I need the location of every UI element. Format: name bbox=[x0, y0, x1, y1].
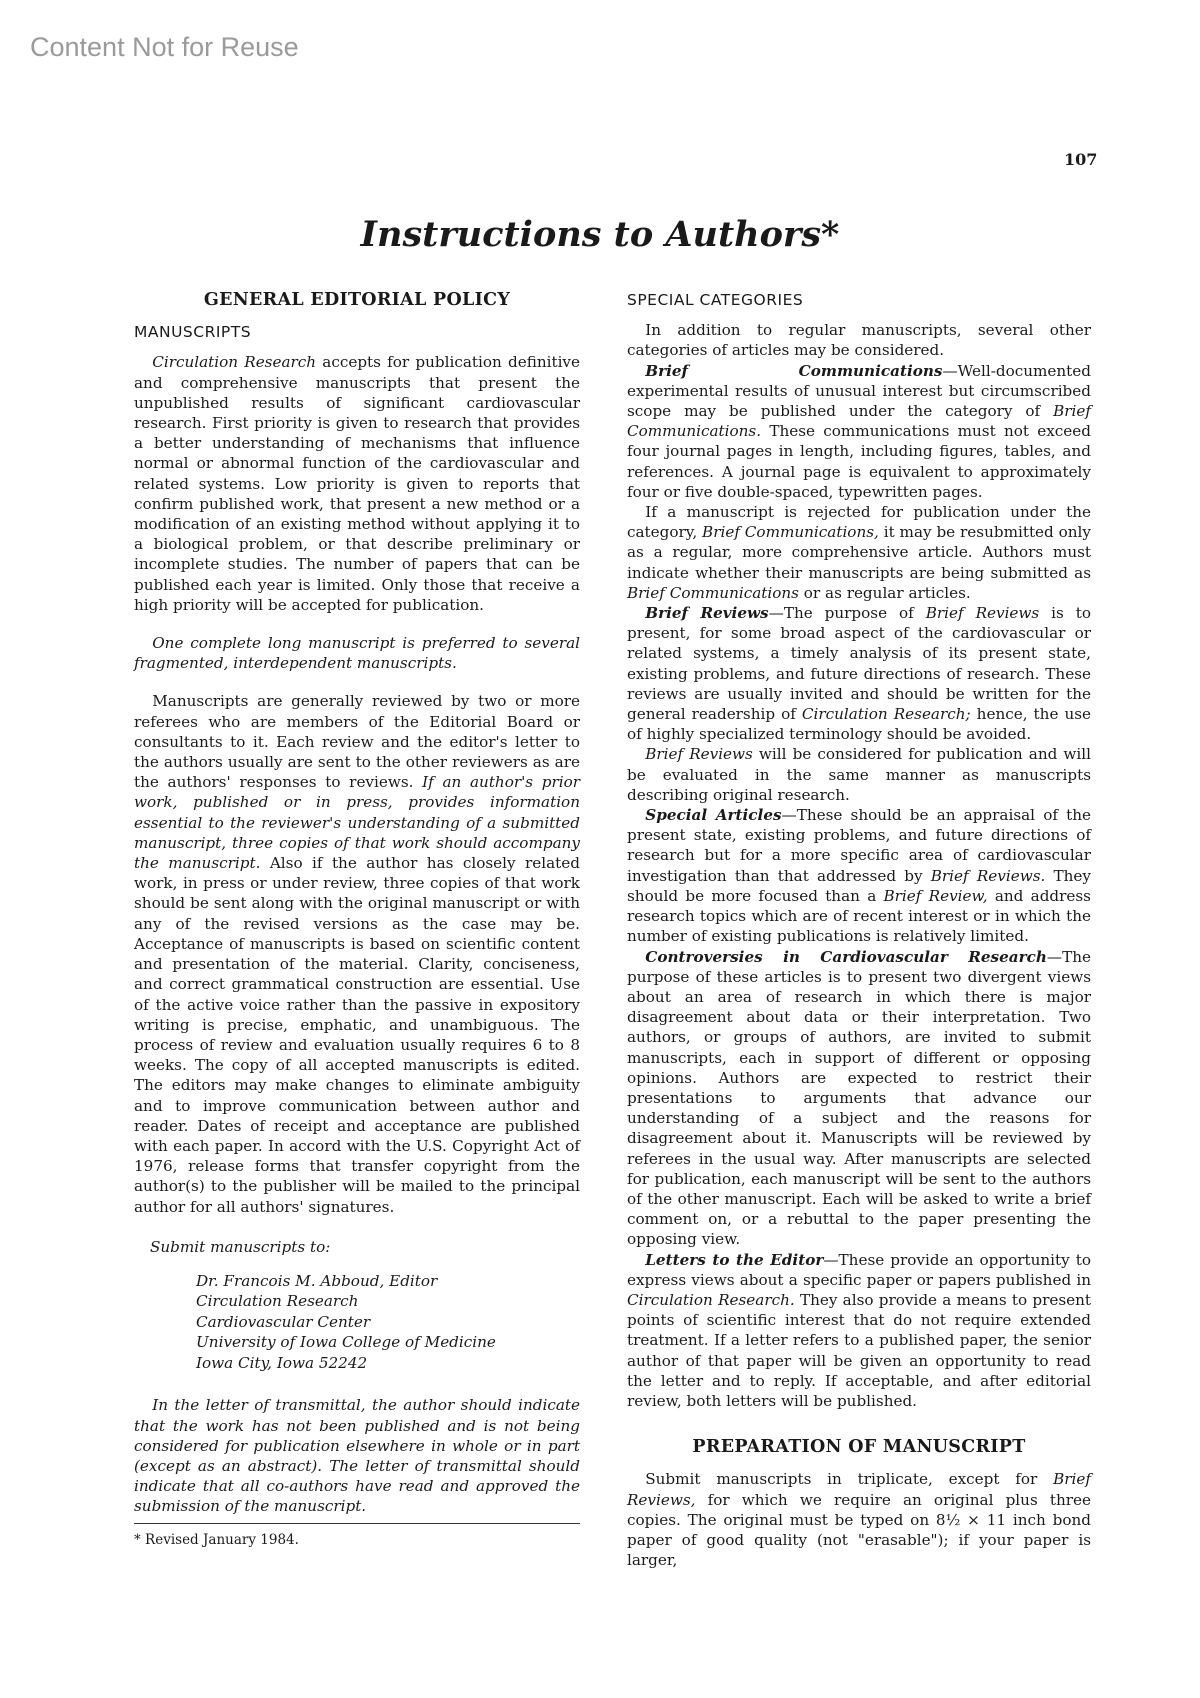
text: and address research topics which are of recent interest or in which the number of existing publications is relatively limited. bbox=[627, 886, 1091, 946]
subhead-manuscripts: MANUSCRIPTS bbox=[134, 323, 252, 342]
left-column bbox=[134, 290, 580, 1550]
paragraph-brief-reviews-evaluation bbox=[627, 744, 1091, 805]
footnote-divider bbox=[134, 1523, 580, 1524]
emphasis: Brief Reviews bbox=[645, 745, 753, 764]
subhead-special-categories: SPECIAL CATEGORIES bbox=[627, 291, 804, 309]
paragraph-review bbox=[134, 691, 580, 1216]
paragraph-transmittal: In the letter of transmittal, the author should indicate that the work has not been published and is not being considered for publication elsewhere in whole or in part (except as an abstract). The letter of transmittal should indicate that all co-authors have read and approved the submission of the manuscript. bbox=[134, 1396, 580, 1516]
paragraph-special-articles bbox=[627, 805, 1091, 946]
text: —The purpose of bbox=[768, 604, 926, 623]
text: —These should be an appraisal of the present state, existing problems, and future directions of research but for a more specific area of cardiovascular investigation than that addressed by bbox=[627, 806, 1091, 885]
runin-letters-to-the-editor: Letters to the Editor bbox=[645, 1250, 824, 1269]
emphasis: Brief Reviews. bbox=[930, 866, 1046, 885]
text: is to present, for some broad aspect of the cardiovascular or related systems, a timely analysis of its present state, existing problems, and future directions of research. These reviews are usually invited and should be written for the general readership of bbox=[627, 604, 1092, 724]
paragraph-review-text-b: Also if the author has closely related work, in press or under review, three copies of that work should be sent along with the original manuscript or with any of the revised versions as the case may be. Acceptance of manuscripts is based on scientific content and presentation of the material. Clarity, conciseness, and correct grammatical construction are essential. Use of the active voice rather than the passive in expository writing is precise, emphatic, and unambiguous. The process of review and evaluation usually requires 6 to 8 weeks. The copy of all accepted manuscripts is edited. The editors may make changes to eliminate ambiguity and to improve communication between author and reader. Dates of receipt and acceptance are published with each paper. In accord with the U.S. Copyright Act of 1976, release forms that transfer copyright from the author(s) to the publisher will be mailed to the principal author for all authors' signatures. bbox=[134, 854, 580, 1216]
runin-brief-reviews: Brief Reviews bbox=[645, 604, 769, 623]
runin-controversies: Controversies in Cardiovascular Research bbox=[645, 947, 1047, 966]
editor-address bbox=[134, 1271, 580, 1374]
emphasis: Brief Communications. bbox=[627, 402, 1091, 441]
paragraph-intro: In addition to regular manuscripts, several other categories of articles may be considered. bbox=[627, 321, 1091, 360]
text: They also provide a means to present points of scientific interest that do not require extended treatment. If a letter refers to a published paper, the senior author of that paper will be given an opportunity to read the letter and to reply. If acceptable, and after editorial review, both letters will be published. bbox=[627, 1290, 1091, 1410]
page-title: Instructions to Authors* bbox=[360, 214, 840, 255]
submit-label: Submit manuscripts to: bbox=[150, 1237, 331, 1256]
paragraph-letters bbox=[627, 1250, 1091, 1412]
text: —Well-documented experimental results of unusual interest but circumscribed scope may be published under the category of bbox=[627, 361, 1091, 421]
emphasis: Circulation Research. bbox=[627, 1290, 795, 1309]
runin-special-articles: Special Articles bbox=[645, 806, 782, 825]
address-line: University of Iowa College of Medicine bbox=[196, 1333, 496, 1352]
paragraph-brief-communications bbox=[627, 361, 1091, 502]
emphasis: Brief Communications, bbox=[702, 523, 879, 542]
section-heading-preparation-of-manuscript: PREPARATION OF MANUSCRIPT bbox=[692, 1437, 1026, 1458]
text: or as regular articles. bbox=[798, 583, 971, 602]
emphasis: Brief Reviews, bbox=[627, 1470, 1091, 1509]
text: hence, the use of highly specialized terminology should be avoided. bbox=[627, 705, 1092, 744]
emphasis: Brief Reviews bbox=[925, 604, 1040, 623]
address-line: Circulation Research bbox=[196, 1292, 359, 1311]
text: —These provide an opportunity to express views about a specific paper or papers published in bbox=[627, 1250, 1092, 1289]
paragraph-review-emphasis: If an author's prior work, published or in press, provides information essential to the reviewer's understanding of a submitted manuscript, three copies of that work should accompany the manuscript. bbox=[134, 773, 580, 873]
emphasis: Brief Communications bbox=[627, 583, 799, 602]
paragraph-controversies bbox=[627, 947, 1091, 1250]
emphasis: Brief Review, bbox=[883, 886, 988, 905]
text: —The purpose of these articles is to present two divergent views about an area of research in which there is major disagreement about data or their interpretation. Two authors, or groups of authors, are invited to submit manuscripts, each in support of different or opposing opinions. Authors are expected to restrict their presentations to arguments that advance our understanding of a subject and the reasons for disagreement about it. Manuscripts will be reviewed by referees in the usual way. After manuscripts are selected for publication, each manuscript will be sent to the authors of the other manuscript. Each will be asked to write a brief comment on, or a rebuttal to the paper presenting the opposing view. bbox=[627, 947, 1091, 1249]
section-heading-general-editorial-policy: GENERAL EDITORIAL POLICY bbox=[203, 290, 511, 310]
text: it may be resubmitted only as a regular, more comprehensive article. Authors must indicate whether their manuscripts are being submitted as bbox=[627, 523, 1091, 582]
paragraph-scope-text: accepts for publication definitive and comprehensive manuscripts that present the unpublished results of significant cardiovascular research. First priority is given to research that provides a better understanding of mechanisms that influence normal or abnormal function of the cardiovascular and related systems. Low priority is given to reports that confirm published work, that present a new method or a modification of an existing method without applying it to a biological problem, or that describe preliminary or incomplete studies. The number of papers that can be published each year is limited. Only those that receive a high priority will be accepted for publication. bbox=[134, 353, 580, 614]
note-single-manuscript: One complete long manuscript is preferred to several fragmented, interdependent manuscripts. bbox=[134, 634, 580, 673]
address-line: Dr. Francois M. Abboud, Editor bbox=[196, 1271, 438, 1290]
address-line: Iowa City, Iowa 52242 bbox=[196, 1353, 368, 1372]
address-line: Cardiovascular Center bbox=[196, 1312, 371, 1331]
text: for which we require an original plus three copies. The original must be typed on 8½ × 11 inch bond paper of good quality (not "erasable"); if your paper is larger, bbox=[627, 1490, 1091, 1570]
text: These communications must not exceed four journal pages in length, including figures, tables, and references. A journal page is equivalent to approximately four or five double-spaced, typewritten pages. bbox=[627, 422, 1091, 501]
text: If a manuscript is rejected for publication under the category, bbox=[627, 503, 1091, 542]
watermark: Content Not for Reuse bbox=[30, 32, 299, 62]
journal-name: Circulation Research bbox=[152, 353, 317, 372]
emphasis: Circulation Research; bbox=[801, 705, 971, 724]
text: They should be more focused than a bbox=[627, 866, 1091, 905]
paragraph-preparation bbox=[627, 1469, 1091, 1570]
paragraph-brief-reviews bbox=[627, 603, 1091, 744]
paragraph-rejection bbox=[627, 502, 1091, 603]
runin-brief-communications: Brief Communications bbox=[645, 361, 943, 380]
page-number: 107 bbox=[1064, 150, 1098, 169]
text: Submit manuscripts in triplicate, except for bbox=[645, 1470, 1054, 1489]
text: will be considered for publication and will be evaluated in the same manner as manuscripts describing original research. bbox=[627, 745, 1091, 804]
paragraph-scope bbox=[134, 352, 580, 615]
footnote: * Revised January 1984. bbox=[134, 1531, 299, 1548]
right-column bbox=[627, 290, 1091, 1570]
paragraph-review-text-a: Manuscripts are generally reviewed by two or more referees who are members of the Editorial Board or consultants to it. Each review and the editor's letter to the authors usually are sent to the other reviewers as are the authors' responses to reviews. bbox=[134, 692, 580, 792]
